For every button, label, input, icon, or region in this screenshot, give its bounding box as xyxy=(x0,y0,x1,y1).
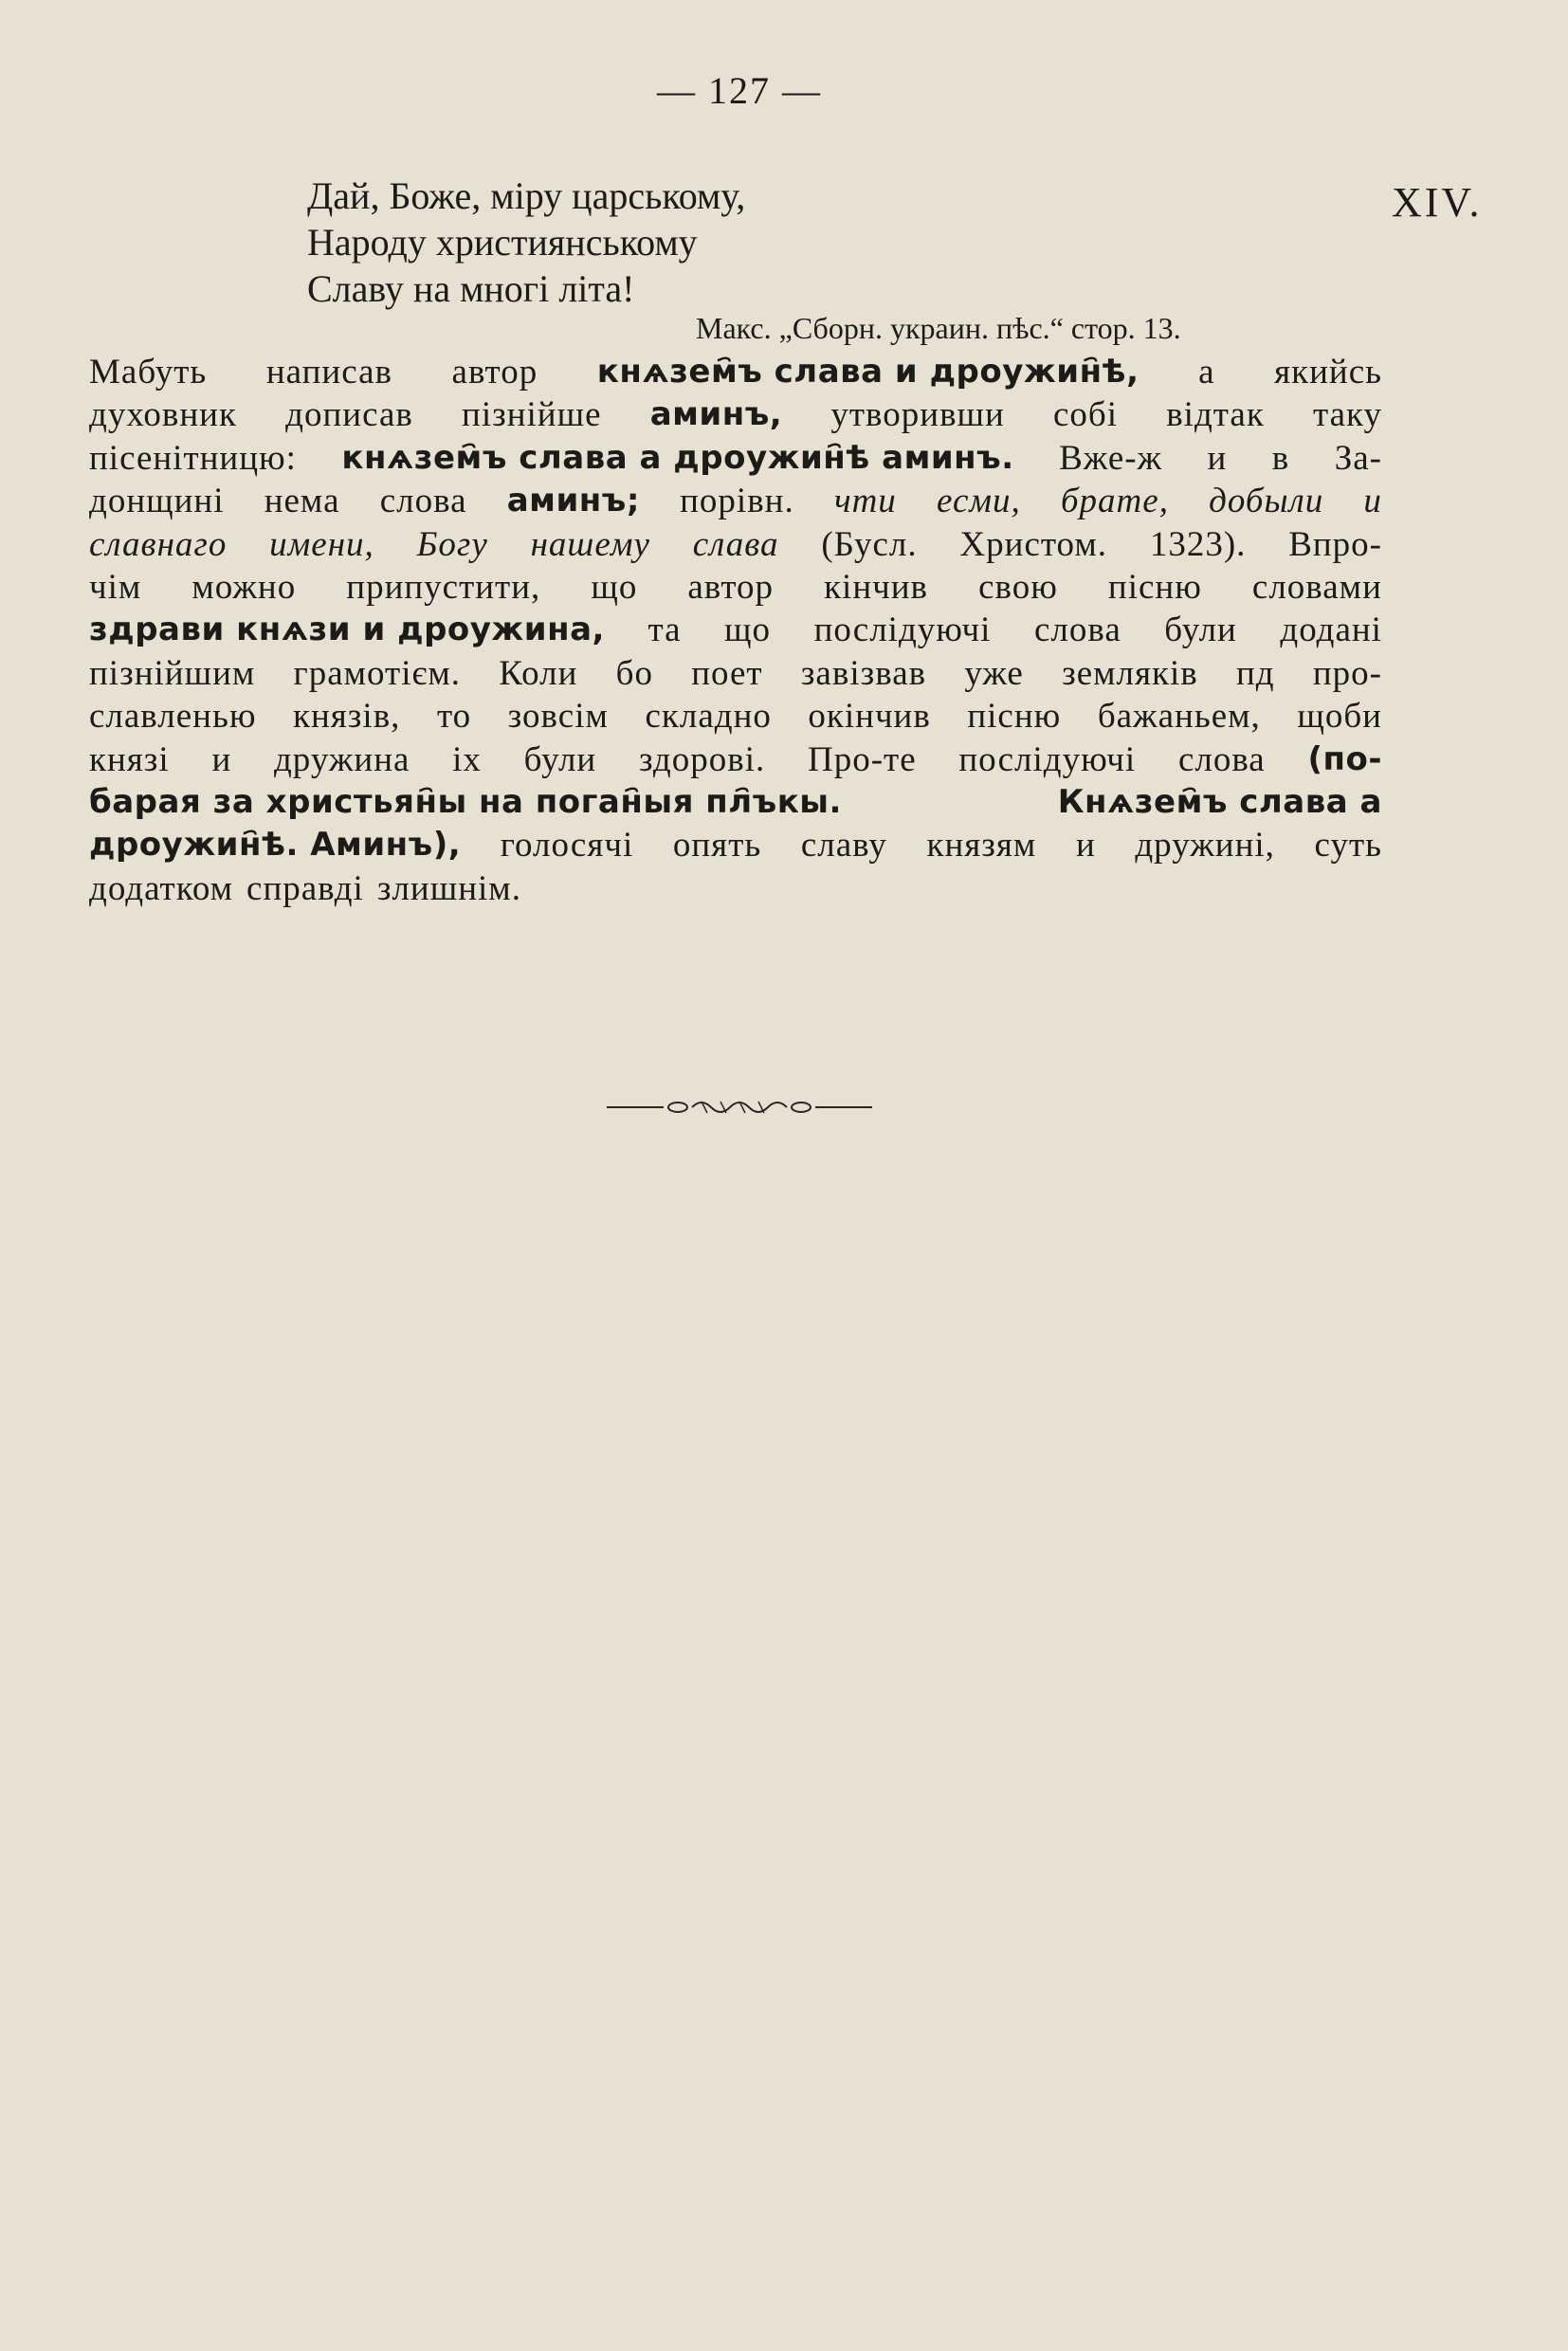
italic-quote: есми, xyxy=(937,482,1021,521)
body-word: зовсім xyxy=(507,697,609,737)
body-word: про- xyxy=(1312,653,1382,693)
body-word: князів, xyxy=(293,697,401,737)
verse-line: Славу на многі літа! xyxy=(307,267,635,310)
body-line xyxy=(89,738,1382,781)
body-word: славу xyxy=(800,826,887,866)
church-slavonic-quote: аминъ; xyxy=(506,482,640,520)
italic-quote: Богу xyxy=(416,524,488,564)
body-word: послідуючі xyxy=(958,739,1137,779)
body-word: в xyxy=(1271,438,1290,478)
body-word: додатком xyxy=(89,868,234,908)
body-word: славленью xyxy=(89,697,257,737)
body-word: духовник xyxy=(89,395,237,435)
body-word: додані xyxy=(1280,611,1382,650)
page-number: — 127 — xyxy=(657,69,822,112)
church-slavonic-quote: аминъ, xyxy=(649,395,783,434)
citation: Макс. „Сборн. украин. пѣс.“ стор. 13. xyxy=(696,311,1181,345)
church-slavonic-quote: кнѧзем҄ъ слава а дроужин҄ѣ аминъ. xyxy=(341,438,1014,477)
body-word: утворивши xyxy=(830,395,1005,435)
body-word: бажаньем, xyxy=(1097,697,1261,737)
church-slavonic-quote: барая за христьян҄ы на поган҄ыя пл҄ъкы. xyxy=(89,783,842,822)
body-word: пісню xyxy=(967,697,1062,737)
body-line xyxy=(89,351,1382,393)
body-word: були xyxy=(1164,611,1237,650)
body-line xyxy=(89,824,1382,866)
body-word: завізвав xyxy=(800,653,927,693)
body-word: донщині xyxy=(89,482,225,521)
body-word: Вже-ж xyxy=(1059,438,1163,478)
body-word: Мабуть xyxy=(89,353,208,392)
church-slavonic-quote: кнѧзем҄ъ слава и дроужин҄ѣ, xyxy=(596,353,1140,391)
body-word: пізнійшим xyxy=(89,653,256,693)
body-word: уже xyxy=(964,653,1024,693)
body-word: опять xyxy=(672,826,762,866)
verse-block xyxy=(307,173,745,312)
body-line xyxy=(89,437,1382,480)
body-word: кінчив xyxy=(824,568,929,608)
body-word: слова xyxy=(1033,611,1121,650)
italic-quote: чти xyxy=(833,482,897,521)
body-line xyxy=(89,652,1382,695)
body-word: послідуючі xyxy=(813,611,992,650)
body-word: За- xyxy=(1334,438,1382,478)
body-word: а xyxy=(1198,353,1215,392)
body-word: щоби xyxy=(1297,697,1382,737)
church-slavonic-quote: Кнѧзем҄ъ слава а xyxy=(1057,783,1382,822)
body-word: порівн. xyxy=(680,482,794,521)
body-word: відтак xyxy=(1166,395,1265,435)
body-word: Впро- xyxy=(1288,524,1382,564)
body-word: справді xyxy=(246,868,364,908)
italic-quote: и xyxy=(1363,482,1382,521)
body-word: поет xyxy=(691,653,763,693)
body-line xyxy=(89,523,1382,566)
body-word: голосячі xyxy=(500,826,634,866)
body-word: припустити, xyxy=(346,568,541,608)
body-word: окінчив xyxy=(808,697,931,737)
body-word: Христом. xyxy=(959,524,1108,564)
church-slavonic-quote: (по- xyxy=(1307,739,1382,778)
body-word: Коли xyxy=(499,653,578,693)
body-line xyxy=(89,609,1382,651)
body-word: земляків xyxy=(1062,653,1198,693)
body-word: свою xyxy=(978,568,1058,608)
italic-quote: слава xyxy=(692,524,779,564)
body-word: дружині, xyxy=(1135,826,1275,866)
body-word: написав xyxy=(265,353,392,392)
church-slavonic-quote: здрави кнѧзи и дроужина, xyxy=(89,611,605,649)
body-line xyxy=(89,480,1382,522)
italic-quote: нашему xyxy=(530,524,650,564)
body-word: князі xyxy=(89,739,170,779)
body-word: можно xyxy=(191,568,297,608)
body-line xyxy=(89,781,1382,824)
body-word: здорові. xyxy=(638,739,766,779)
body-word: бо xyxy=(615,653,653,693)
body-word: таку xyxy=(1312,395,1382,435)
body-word: и xyxy=(211,739,232,779)
body-line xyxy=(89,566,1382,609)
body-word: складно xyxy=(645,697,772,737)
body-word: були xyxy=(523,739,597,779)
body-word: то xyxy=(436,697,472,737)
italic-quote: имени, xyxy=(269,524,374,564)
italic-quote: брате, xyxy=(1060,482,1169,521)
body-word: словами xyxy=(1251,568,1382,608)
body-word: що xyxy=(724,611,772,650)
body-word: 1323). xyxy=(1149,524,1247,564)
body-word: та xyxy=(647,611,682,650)
body-word: слова xyxy=(379,482,467,521)
body-word: князям xyxy=(926,826,1037,866)
body-word: чім xyxy=(89,568,142,608)
body-word: Про-те xyxy=(807,739,917,779)
body-word: собі xyxy=(1053,395,1119,435)
ornament-divider xyxy=(607,1093,872,1121)
body-word: грамотієм. xyxy=(293,653,462,693)
body-word: пісенітницю: xyxy=(89,438,297,478)
body-word: и xyxy=(1075,826,1096,866)
body-word: якийсь xyxy=(1274,353,1382,392)
body-word: пісню xyxy=(1107,568,1202,608)
body-word: автор xyxy=(451,353,538,392)
body-word: злишнім. xyxy=(376,868,521,908)
verse-line: Народу християнському xyxy=(307,221,698,264)
body-word: (Бусл. xyxy=(821,524,918,564)
body-line xyxy=(89,867,1382,910)
body-word: суть xyxy=(1314,826,1382,866)
body-word: дописав xyxy=(285,395,413,435)
body-word: дружина xyxy=(273,739,410,779)
body-word: що xyxy=(591,568,638,608)
body-word: и xyxy=(1207,438,1228,478)
body-word: нема xyxy=(264,482,340,521)
body-word: пд xyxy=(1235,653,1275,693)
body-word: слова xyxy=(1177,739,1266,779)
body-line xyxy=(89,695,1382,738)
italic-quote: славнаго xyxy=(89,524,228,564)
verse-line: Дай, Боже, міру царському, xyxy=(307,174,746,217)
section-mark: XIV. xyxy=(1392,179,1483,226)
body-word: автор xyxy=(687,568,775,608)
body-word: пізнійше xyxy=(462,395,602,435)
church-slavonic-quote: дроужин҄ѣ. Аминъ), xyxy=(89,826,462,865)
italic-quote: добыли xyxy=(1209,482,1324,521)
body-text xyxy=(89,351,1382,910)
body-word: іх xyxy=(452,739,482,779)
body-line xyxy=(89,393,1382,436)
